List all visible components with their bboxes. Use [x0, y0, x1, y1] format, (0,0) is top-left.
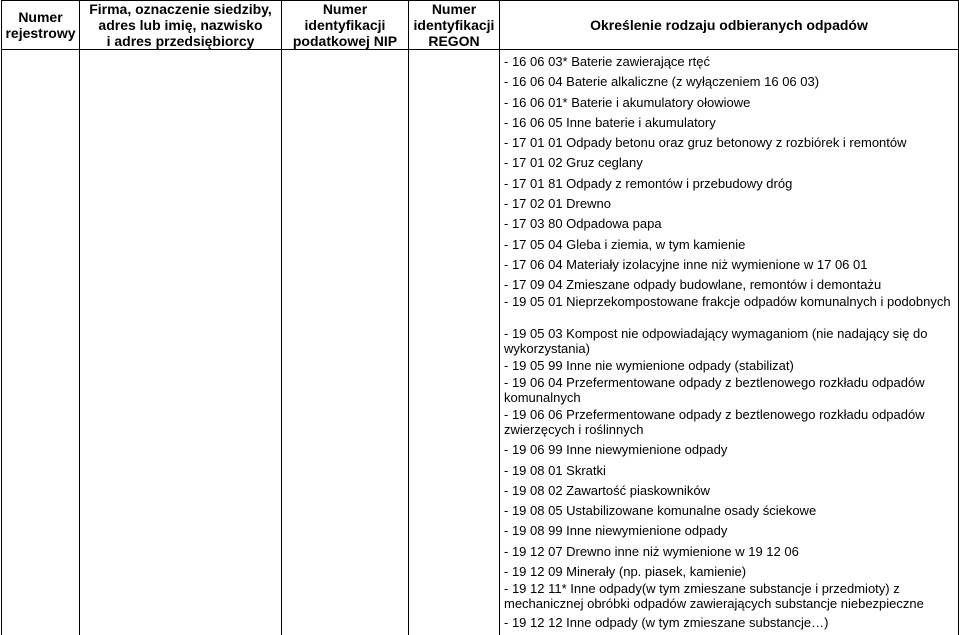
- waste-registry-table: [1, 0, 959, 635]
- list-item: - 19 12 12 Inne odpady (w tym zmieszane substancje…): [504, 615, 954, 630]
- waste-type-list: [500, 50, 958, 630]
- header-text-line: identyfikacji: [411, 17, 497, 33]
- header-regon: [409, 1, 500, 50]
- list-item: - 17 03 80 Odpadowa papa: [504, 216, 954, 231]
- list-item: - 19 12 11* Inne odpady(w tym zmieszane substancje i przedmioty) z mechanicznej obróbki odpadów zawierających substancje niebezpieczne: [504, 581, 954, 611]
- table-row: [2, 50, 959, 635]
- header-text-line: Numer: [4, 9, 77, 25]
- list-item: - 16 06 03* Baterie zawierające rtęć: [504, 54, 954, 69]
- list-item: - 19 05 03 Kompost nie odpowiadający wymaganiom (nie nadający się do wykorzystania): [504, 326, 954, 356]
- header-text-line: adres lub imię, nazwisko: [82, 17, 279, 33]
- header-text-line: Numer: [411, 1, 497, 17]
- list-item: - 19 08 99 Inne niewymienione odpady: [504, 523, 954, 538]
- list-item: - 17 02 01 Drewno: [504, 196, 954, 211]
- list-item: - 17 05 04 Gleba i ziemia, w tym kamienie: [504, 237, 954, 252]
- list-item: - 19 12 09 Minerały (np. piasek, kamienie): [504, 564, 954, 579]
- list-item: - 16 06 04 Baterie alkaliczne (z wyłączeniem 16 06 03): [504, 74, 954, 89]
- list-item: - 17 06 04 Materiały izolacyjne inne niż wymienione w 17 06 01: [504, 257, 954, 272]
- table-header-row: [2, 1, 959, 50]
- header-text-line: podatkowej NIP: [284, 33, 406, 49]
- list-item: - 16 06 05 Inne baterie i akumulatory: [504, 115, 954, 130]
- header-text-line: rejestrowy: [4, 25, 77, 41]
- cell-regon: [409, 50, 500, 635]
- list-item: - 19 06 06 Przefermentowane odpady z beztlenowego rozkładu odpadów zwierzęcych i roślinnych: [504, 407, 954, 437]
- header-text-line: i adres przedsiębiorcy: [82, 33, 279, 49]
- list-item: - 19 12 07 Drewno inne niż wymienione w 19 12 06: [504, 544, 954, 559]
- cell-waste-types: [500, 50, 959, 635]
- list-item: - 17 01 01 Odpady betonu oraz gruz betonowy z rozbiórek i remontów: [504, 135, 954, 150]
- header-text-line: Firma, oznaczenie siedziby,: [82, 1, 279, 17]
- list-item: - 19 06 99 Inne niewymienione odpady: [504, 442, 954, 457]
- header-company-address: [80, 1, 282, 50]
- cell-register-number: [2, 50, 80, 635]
- header-text-line: Numer: [284, 1, 406, 17]
- header-text-line: identyfikacji: [284, 17, 406, 33]
- list-item: - 17 01 02 Gruz ceglany: [504, 155, 954, 170]
- header-register-number: [2, 1, 80, 50]
- list-item: - 19 08 05 Ustabilizowane komunalne osady ściekowe: [504, 503, 954, 518]
- cell-company-address: [80, 50, 282, 635]
- list-item: - 19 08 01 Skratki: [504, 463, 954, 478]
- list-item: - 19 06 04 Przefermentowane odpady z beztlenowego rozkładu odpadów komunalnych: [504, 375, 954, 405]
- header-nip: [282, 1, 409, 50]
- list-item: - 19 05 01 Nieprzekompostowane frakcje odpadów komunalnych i podobnych: [504, 294, 954, 324]
- list-item: - 19 08 02 Zawartość piaskowników: [504, 483, 954, 498]
- list-item: - 19 05 99 Inne nie wymienione odpady (stabilizat): [504, 358, 954, 373]
- header-text-line: REGON: [411, 33, 497, 49]
- list-item: - 17 09 04 Zmieszane odpady budowlane, remontów i demontażu: [504, 277, 954, 292]
- list-item: - 17 01 81 Odpady z remontów i przebudowy dróg: [504, 176, 954, 191]
- header-waste-types: Określenie rodzaju odbieranych odpadów: [500, 1, 959, 50]
- list-item: - 16 06 01* Baterie i akumulatory ołowiowe: [504, 95, 954, 110]
- cell-nip: [282, 50, 409, 635]
